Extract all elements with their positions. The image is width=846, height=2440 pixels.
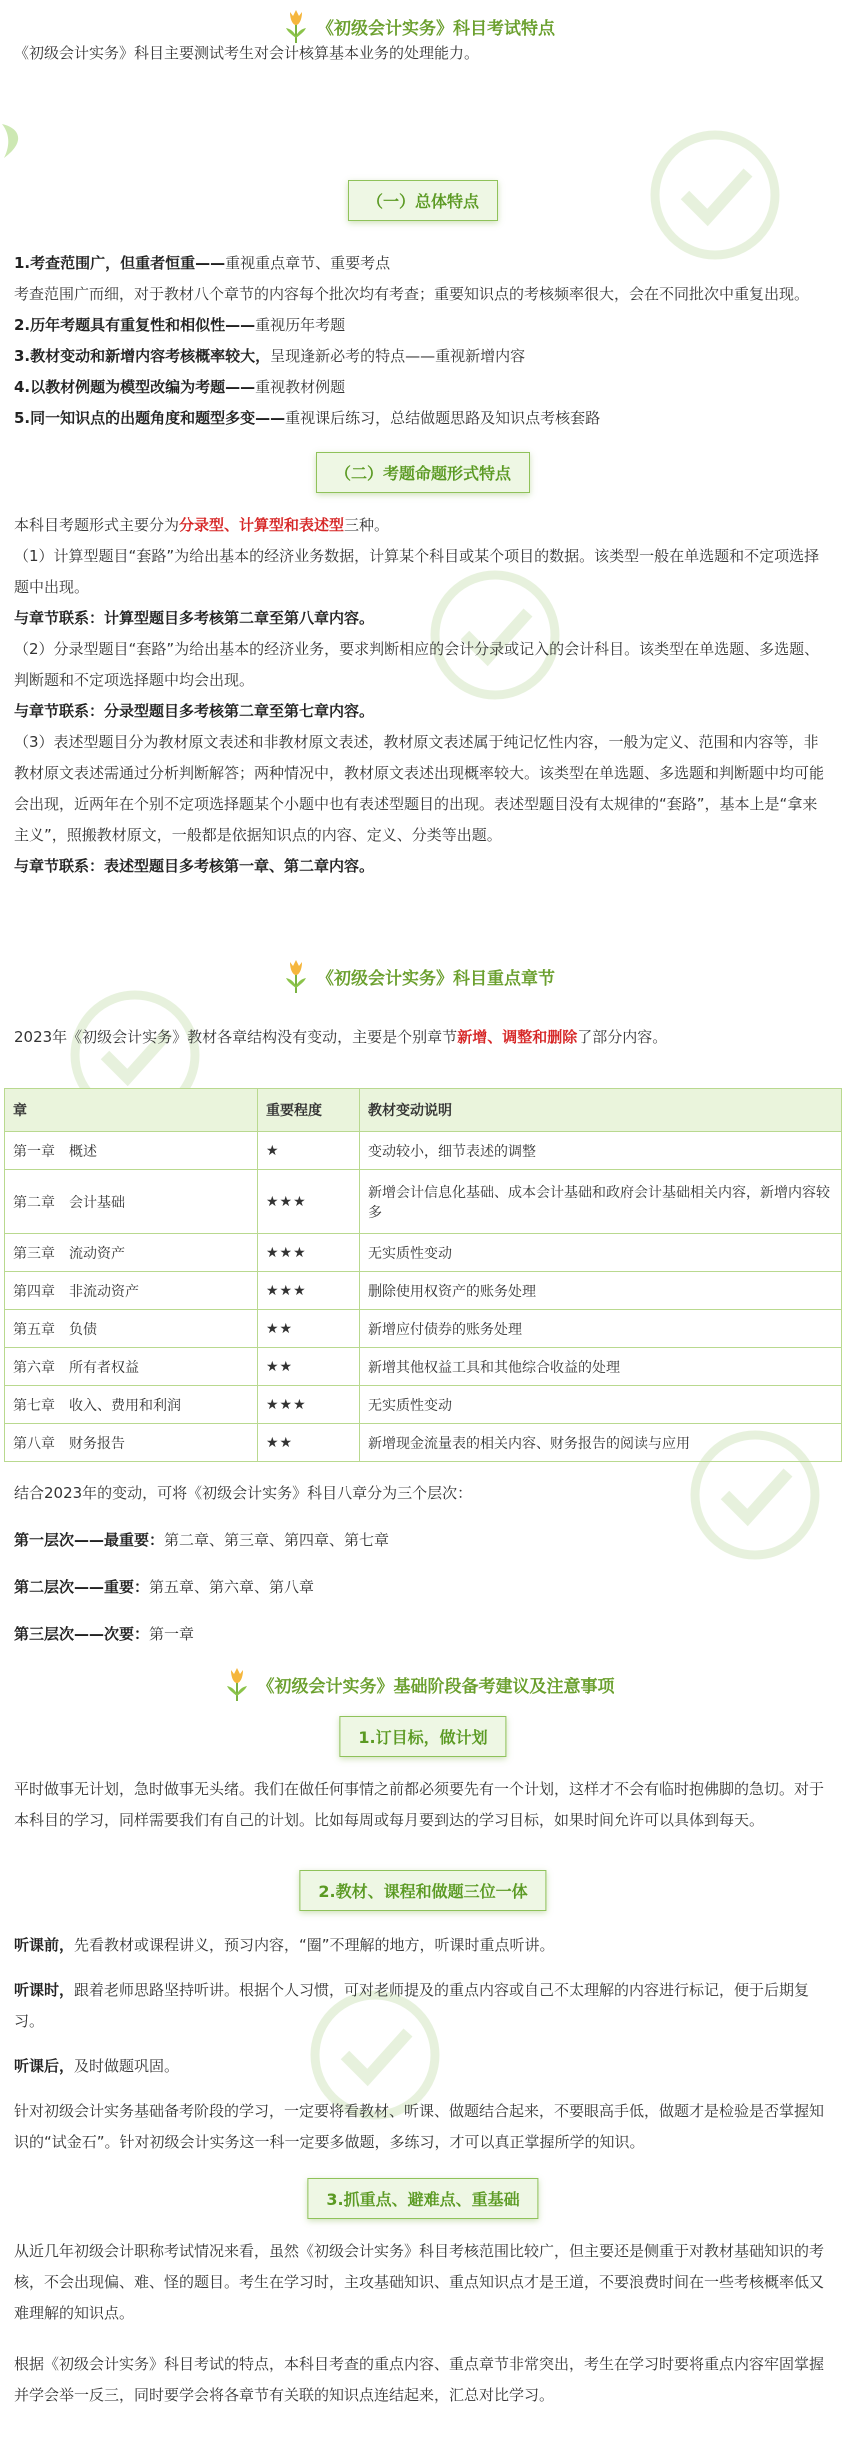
subheader-focus: 3.抓重点、避难点、重基础	[307, 2178, 538, 2219]
section-3-header	[0, 1660, 846, 1708]
level-1: 第一层次——最重要：第二章、第三章、第四章、第七章	[14, 1531, 390, 1549]
entry-type-link: 与章节联系：分录型题目多考核第二章至第七章内容。	[14, 702, 375, 720]
table-row: 第二章 会计基础 ★★★ 新增会计信息化基础、成本会计基础和政府会计基础相关内容，新增内容较多	[5, 1170, 842, 1234]
point-5: 5.同一知识点的出题角度和题型多变——重视课后练习，总结做题思路及知识点考核套路	[14, 409, 601, 427]
point-4: 4.以教材例题为模型改编为考题——重视教材例题	[14, 378, 346, 396]
table-row: 第七章 收入、费用和利润 ★★★ 无实质性变动	[5, 1386, 842, 1424]
point-3: 3.教材变动和新增内容考核概率较大，呈现逢新必考的特点——重视新增内容	[14, 347, 526, 365]
trinity-body	[14, 1930, 832, 2158]
table-row: 第四章 非流动资产 ★★★ 删除使用权资产的账务处理	[5, 1272, 842, 1310]
table-header-row	[5, 1089, 842, 1132]
goals-body: 平时做事无计划，急时做事无头绪。我们在做任何事情之前都必须要先有一个计划，这样才不会有临时抱佛脚的急切。对于本科目的学习，同样需要我们有自己的计划。比如每周或每月要到达的学习目标，如果时间允许可以具体到每天。	[14, 1780, 825, 1829]
chapter-levels	[14, 1478, 832, 1650]
table-header-importance: 重要程度	[258, 1089, 360, 1132]
point-1: 1.考查范围广，但重者恒重——重视重点章节、重要考点	[14, 254, 391, 272]
table-header-chapter: 章	[5, 1089, 258, 1132]
table-row: 第一章 概述 ★ 变动较小，细节表述的调整	[5, 1132, 842, 1170]
during-class: 听课时，跟着老师思路坚持听讲。根据个人习惯，可对老师提及的重点内容或自己不太理解的内容进行标记，便于后期复习。	[14, 1981, 810, 2030]
subheader-question-forms: （二）考题命题形式特点	[316, 452, 530, 493]
forms-intro: 本科目考题形式主要分为分录型、计算型和表述型三种。	[14, 516, 390, 534]
section-1-title: 《初级会计实务》科目考试特点	[317, 18, 555, 39]
section-2-header	[0, 952, 846, 1000]
point-1-detail: 考查范围广而细，对于教材八个章节的内容每个批次均有考查；重要知识点的考核频率很大，会在不同批次中重复出现。	[14, 285, 810, 303]
calc-type-para: （1）计算型题目“套路”为给出基本的经济业务数据，计算某个科目或某个项目的数据。该类型一般在单选题和不定项选择题中出现。	[14, 547, 820, 596]
section-2-title: 《初级会计实务》科目重点章节	[317, 968, 555, 989]
before-class: 听课前，先看教材或课程讲义，预习内容，“圈”不理解的地方，听课时重点听讲。	[14, 1936, 555, 1954]
subheader-goals: 1.订目标，做计划	[339, 1716, 506, 1757]
level-3: 第三层次——次要：第一章	[14, 1625, 195, 1643]
section-3-title: 《初级会计实务》基础阶段备考建议及注意事项	[257, 1676, 615, 1697]
section-2-intro: 2023年《初级会计实务》教材各章结构没有变动，主要是个别章节新增、调整和删除了部分内容。	[14, 1028, 668, 1046]
table-row: 第五章 负债 ★★ 新增应付债券的账务处理	[5, 1310, 842, 1348]
statement-type-link: 与章节联系：表述型题目多考核第一章、第二章内容。	[14, 857, 375, 875]
table-row: 第六章 所有者权益 ★★ 新增其他权益工具和其他综合收益的处理	[5, 1348, 842, 1386]
after-class: 听课后，及时做题巩固。	[14, 2057, 180, 2075]
entry-type-para: （2）分录型题目“套路”为给出基本的经济业务，要求判断相应的会计分录或记入的会计科目。该类型在单选题、多选题、判断题和不定项选择题中均会出现。	[14, 640, 820, 689]
question-forms-body	[14, 510, 832, 882]
section-1-intro: 《初级会计实务》科目主要测试考生对会计核算基本业务的处理能力。	[14, 44, 480, 62]
point-2: 2.历年考题具有重复性和相似性——重视历年考题	[14, 316, 346, 334]
statement-type-para: （3）表述型题目分为教材原文表述和非教材原文表述，教材原文表述属于纯记忆性内容，一般为定义、范围和内容等，非教材原文表述需通过分析判断解答；两种情况中，教材原文表述出现概率较大。该类型在单选题、多选题和判断题中均可能会出现，近两年在个别不定项选择题某个小题中也有表述型题目的出现。表述型题目没有太规律的“套路”，基本上是“拿来主义”，照搬教材原文，一般都是依据知识点的内容、定义、分类等出题。	[14, 733, 825, 844]
leaf-icon	[0, 122, 30, 162]
focus-body: 从近几年初级会计职称考试情况来看，虽然《初级会计实务》科目考核范围比较广，但主要还是侧重于对教材基础知识的考核，不会出现偏、难、怪的题目。考生在学习时，主攻基础知识、重点知识点才是王道，不要浪费时间在一些考核概率低又难理解的知识点。 根据《初级会计实务》科目考试的特点，本科目考查的重点内容、重点章节非常突出，考生在学习时要将重点内容牢固掌握并学会举一反三，同时要学会将各章节有关联的知识点连结起来，汇总对比学习。	[14, 2242, 825, 2404]
table-row: 第三章 流动资产 ★★★ 无实质性变动	[5, 1234, 842, 1272]
calc-type-link: 与章节联系：计算型题目多考核第二章至第八章内容。	[14, 609, 375, 627]
practice-advice: 针对初级会计实务基础备考阶段的学习，一定要将看教材、听课、做题结合起来，不要眼高手低，做题才是检验是否掌握知识的“试金石”。针对初级会计实务这一科一定要多做题，多练习，才可以真正掌握所学的知识。	[14, 2102, 825, 2151]
level-2: 第二层次——重要：第五章、第六章、第八章	[14, 1578, 315, 1596]
tulip-icon	[224, 1666, 250, 1702]
subheader-trinity: 2.教材、课程和做题三位一体	[299, 1870, 546, 1911]
levels-summary: 结合2023年的变动，可将《初级会计实务》科目八章分为三个层次：	[14, 1484, 473, 1502]
tulip-icon	[283, 958, 309, 994]
subheader-overall-features: （一）总体特点	[348, 180, 498, 221]
table-row: 第八章 财务报告 ★★ 新增现金流量表的相关内容、财务报告的阅读与应用	[5, 1424, 842, 1462]
overall-features-list	[14, 248, 832, 434]
table-header-changes: 教材变动说明	[360, 1089, 842, 1132]
chapter-table	[4, 1088, 842, 1462]
